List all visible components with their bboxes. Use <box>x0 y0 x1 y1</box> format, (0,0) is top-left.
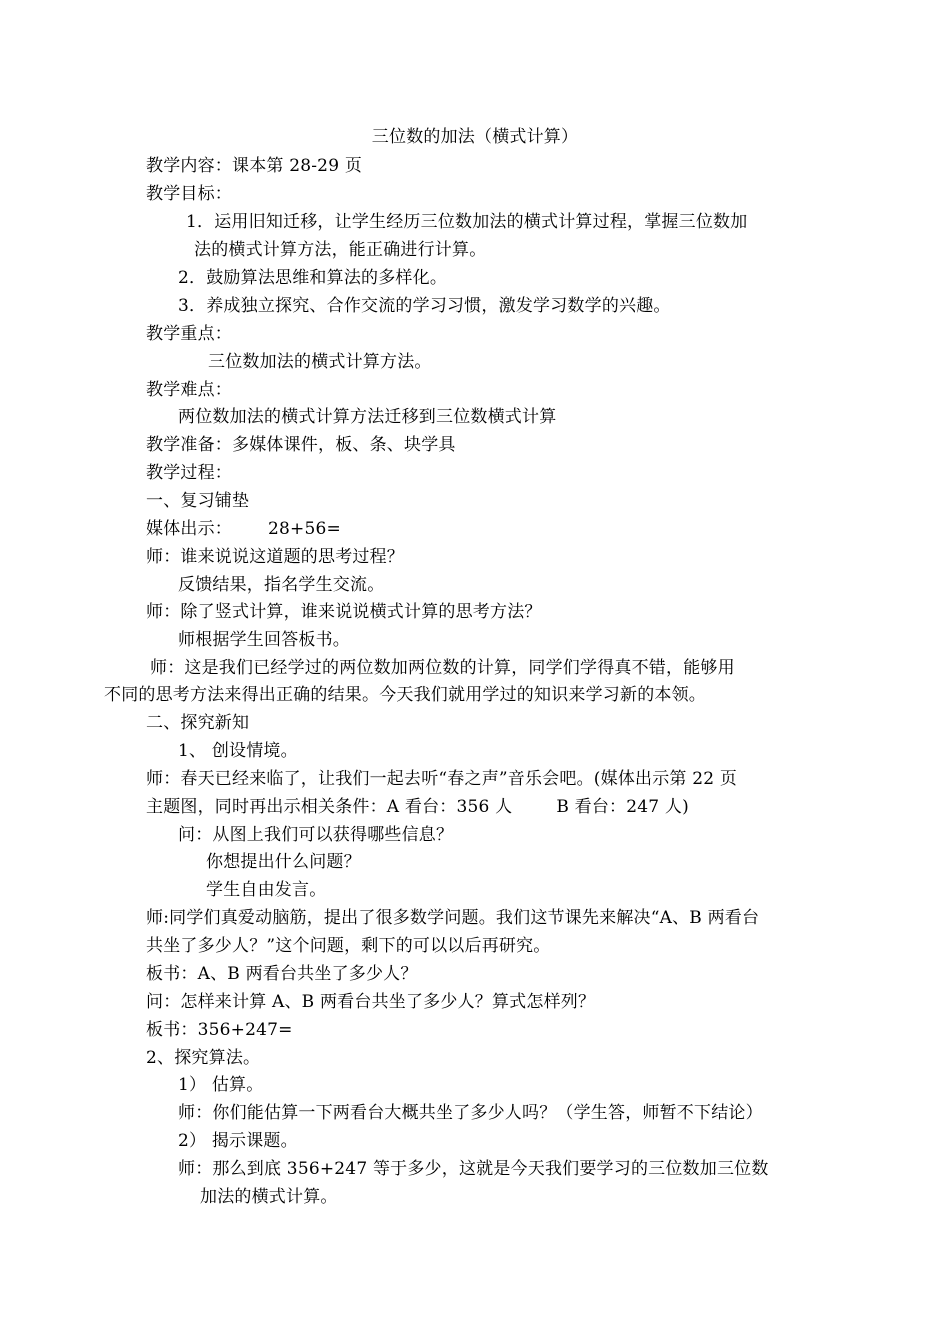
preparation-label: 教学准备： <box>146 435 232 455</box>
dialogue-line: 反馈结果，指名学生交流。 <box>178 575 385 595</box>
difficulties-label: 教学难点： <box>146 380 232 400</box>
section2-sub2: 2、探究算法。 <box>146 1048 261 1068</box>
dialogue-line: 问：怎样来计算 A、B 两看台共坐了多少人？算式怎样列？ <box>146 992 596 1012</box>
media-line <box>146 519 341 539</box>
dialogue-line: 板书：A、B 两看台共坐了多少人？ <box>146 964 418 984</box>
section2-heading: 二、探究新知 <box>146 713 250 733</box>
section1-heading: 一、复习铺垫 <box>146 491 250 511</box>
media-value: 28+56= <box>268 519 341 539</box>
objective-item: 1．运用旧知迁移，让学生经历三位数加法的横式计算过程，掌握三位数加 <box>186 212 748 232</box>
dialogue-line: 板书：356+247= <box>146 1020 293 1040</box>
dialogue-line: 师：谁来说说这道题的思考过程？ <box>146 547 404 567</box>
scene-line-b: B 看台：247 人) <box>556 797 689 817</box>
dialogue-line: 师：除了竖式计算，谁来说说横式计算的思考方法？ <box>146 602 542 622</box>
dialogue-line: 问：从图上我们可以获得哪些信息？ <box>178 825 454 845</box>
dialogue-line: 师:同学们真爱动脑筋，提出了很多数学问题。我们这节课先来解决“A、B 两看台 <box>146 908 760 928</box>
step-line: 1） 估算。 <box>178 1075 264 1095</box>
section2-sub1: 1、 创设情境。 <box>178 741 298 761</box>
process-label: 教学过程： <box>146 463 232 483</box>
preparation-value: 多媒体课件，板、条、块学具 <box>232 435 456 455</box>
step-line: 加法的横式计算。 <box>200 1187 338 1207</box>
content-label: 教学内容： <box>146 156 232 176</box>
content-line <box>146 156 362 176</box>
scene-line-a: 主题图，同时再出示相关条件：A 看台：356 人 <box>146 797 513 817</box>
dialogue-line: 共坐了多少人？”这个问题，剩下的可以以后再研究。 <box>146 936 551 956</box>
objectives-label: 教学目标： <box>146 184 232 204</box>
dialogue-line: 师：这是我们已经学过的两位数加两位数的计算，同学们学得真不错，能够用 <box>150 658 735 678</box>
key-points-label: 教学重点： <box>146 324 232 344</box>
difficulties-value: 两位数加法的横式计算方法迁移到三位数横式计算 <box>178 407 557 427</box>
objective-item: 3．养成独立探究、合作交流的学习习惯，激发学习数学的兴趣。 <box>178 296 671 316</box>
dialogue-line: 不同的思考方法来得出正确的结果。今天我们就用学过的知识来学习新的本领。 <box>104 685 706 705</box>
scene-conditions-line <box>146 797 689 817</box>
key-points-value: 三位数加法的横式计算方法。 <box>208 352 432 372</box>
objective-item: 法的横式计算方法，能正确进行计算。 <box>194 240 487 260</box>
media-label: 媒体出示： <box>146 519 232 539</box>
dialogue-line: 你想提出什么问题？ <box>206 852 361 872</box>
objective-item: 2．鼓励算法思维和算法的多样化。 <box>178 268 448 288</box>
dialogue-line: 师根据学生回答板书。 <box>178 630 350 650</box>
document-title: 三位数的加法（横式计算） <box>371 127 579 147</box>
dialogue-line: 师：春天已经来临了，让我们一起去听“春之声”音乐会吧。(媒体出示第 22 页 <box>146 769 738 789</box>
step-line: 2） 揭示课题。 <box>178 1131 298 1151</box>
content-value: 课本第 28-29 页 <box>232 156 363 176</box>
preparation-line <box>146 435 456 455</box>
step-line: 师：那么到底 356+247 等于多少，这就是今天我们要学习的三位数加三位数 <box>178 1159 769 1179</box>
step-line: 师：你们能估算一下两看台大概共坐了多少人吗？（学生答，师暂不下结论） <box>178 1103 763 1123</box>
dialogue-line: 学生自由发言。 <box>206 880 327 900</box>
